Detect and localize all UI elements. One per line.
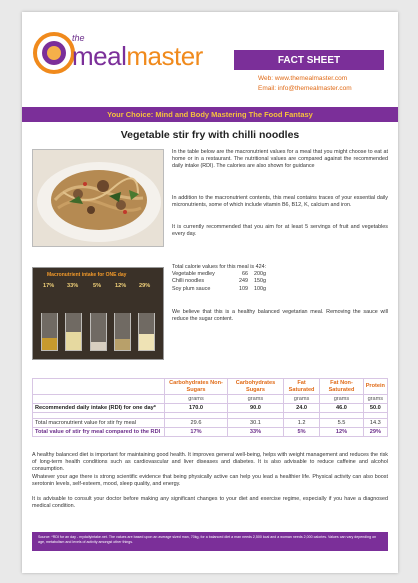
table-cell: 50.0 [363, 404, 387, 413]
calorie-item: Chilli noodles [172, 278, 205, 285]
plate-logo-icon [32, 31, 76, 75]
calorie-weight: 150g [254, 278, 266, 285]
table-header-row [33, 379, 388, 395]
calorie-row [172, 278, 312, 285]
table-header: Fat Non-Saturated [320, 379, 363, 395]
glass-cup [41, 313, 58, 351]
table-cell: grams [283, 395, 319, 404]
table-header: Carbohydrates Non-Sugars [165, 379, 228, 395]
table-cell: 33% [228, 428, 284, 437]
table-cell: 30.1 [228, 419, 284, 428]
table-cell: grams [363, 395, 387, 404]
table-cell: 17% [165, 428, 228, 437]
glass-percent: 33% [67, 283, 79, 289]
web-link[interactable]: Web: www.themealmaster.com [258, 75, 348, 82]
macronutrient-glasses-graphic [32, 267, 164, 360]
glass-cup [90, 313, 107, 351]
glass-percent: 5% [93, 283, 102, 289]
table-row [33, 419, 388, 428]
table-cell: 1.2 [283, 419, 319, 428]
glasses-title: Macronutrient intake for ONE day [47, 272, 127, 278]
table-cell: Total macronutrient value for stir fry meal [33, 419, 165, 428]
table-cell: grams [165, 395, 228, 404]
calorie-weight: 100g [254, 285, 266, 292]
table-cell: 24.0 [283, 404, 319, 413]
calorie-row [172, 271, 312, 278]
calorie-item: Vegetable medley [172, 271, 215, 278]
table-cell: 29.6 [165, 419, 228, 428]
table-cell: 90.0 [228, 404, 284, 413]
glass-cup [65, 313, 82, 351]
balanced-meal-paragraph: We believe that this is a healthy balanced vegetarian meal. Removing the sauce will reduce the sugar content. [172, 309, 388, 323]
calorie-breakdown [172, 264, 312, 293]
glass-fill [115, 339, 130, 350]
table-cell: 46.0 [320, 404, 363, 413]
table-cell: grams [228, 395, 284, 404]
logo-the: the [72, 33, 85, 43]
tagline-banner: Your Choice: Mind and Body Mastering The Food Fantasy [22, 107, 398, 122]
healthy-diet-paragraph: A healthy balanced diet is important for maintaining good health. It improves general well-being, helps with weight management and reduces the risk of long-term health conditions such as cardiovascular and liver diseases and diabetes. It is also advisable to reduce caffeine and alcohol consumption. [32, 452, 388, 473]
fact-sheet-label: FACT SHEET [234, 50, 384, 70]
glass-percent: 12% [115, 283, 127, 289]
glass-percent: 29% [139, 283, 151, 289]
calorie-heading: Total calorie values for this meal is 424: [172, 264, 267, 270]
meal-photo [32, 149, 164, 247]
glass-fill [66, 332, 81, 350]
micronutrient-paragraph: In addition to the macronutrient contents, this meal contains traces of your essential daily micronutrients, some of which include vitamin B6, B12, K, calcium and iron. [172, 195, 388, 209]
table-cell: 12% [320, 428, 363, 437]
calorie-item: Soy plum sauce [172, 285, 211, 292]
glass-percent: 17% [43, 283, 55, 289]
table-cell: grams [320, 395, 363, 404]
source-footer: Source: *RDI for an day - mydailyintake.net. The values are based upon an average sized man, 70kg, for a balanced diet a man needs 2,500 kcal and a woman needs 2,000 calories. Values can vary depending on age, metabolism and levels of activity amongst other things. [32, 532, 388, 551]
glass-fill [42, 338, 57, 350]
glass-cup [114, 313, 131, 351]
logo-master: master [126, 41, 203, 71]
contact-info [258, 74, 398, 94]
fact-sheet-page [22, 12, 398, 573]
table-cell: Recommended daily intake (RDI) for one day* [33, 404, 165, 413]
glass-cup [138, 313, 155, 351]
intro-paragraph: In the table below are the macronutrient values for a meal that you might choose to eat at home or in a restaurant. The nutritional values are compared against the recommended daily intake (RDI). The calories are also shown for guidance [172, 149, 388, 170]
table-cell: 14.3 [363, 419, 387, 428]
calorie-weight: 200g [254, 271, 266, 278]
logo-meal: meal [72, 41, 127, 71]
table-row [33, 404, 388, 413]
table-row [33, 428, 388, 437]
table-header-blank [33, 379, 165, 395]
table-header: Fat Saturated [283, 379, 319, 395]
table-header: Protein [363, 379, 387, 395]
page-title: Vegetable stir fry with chilli noodles [120, 129, 300, 141]
calorie-kcal: 109 [239, 285, 248, 292]
calorie-kcal: 66 [242, 271, 248, 278]
email-link[interactable]: Email: info@themealmaster.com [258, 85, 352, 92]
logo-wordmark [72, 41, 203, 72]
calorie-row [172, 286, 312, 293]
meal-master-logo [32, 27, 202, 85]
glass-fill [91, 342, 106, 351]
table-cell: 170.0 [165, 404, 228, 413]
activity-paragraph: Whatever your age there is strong scientific evidence that being physically active can help you lead a healthier life. Physical activity can also boost serotonin levels, self-esteem, mood, sleep quality, and energy. [32, 474, 388, 488]
doctor-advice-paragraph: It is advisable to consult your doctor before making any significant changes to your diet and exercise regime, especially if you have a diagnosed medical condition. [32, 496, 388, 510]
calorie-kcal: 249 [239, 278, 248, 285]
table-cell [33, 395, 165, 404]
table-header: Carbohydrates Sugars [228, 379, 284, 395]
stir-fry-image [33, 150, 164, 247]
macronutrient-table [32, 378, 388, 437]
table-cell: 5% [283, 428, 319, 437]
servings-paragraph: It is currently recommended that you aim for at least 5 servings of fruit and vegetables every day. [172, 224, 388, 238]
table-row [33, 395, 388, 404]
table-cell: 5.5 [320, 419, 363, 428]
glass-fill [139, 334, 154, 350]
table-cell: Total value of stir fry meal compared to the RDI [33, 428, 165, 437]
table-cell: 29% [363, 428, 387, 437]
